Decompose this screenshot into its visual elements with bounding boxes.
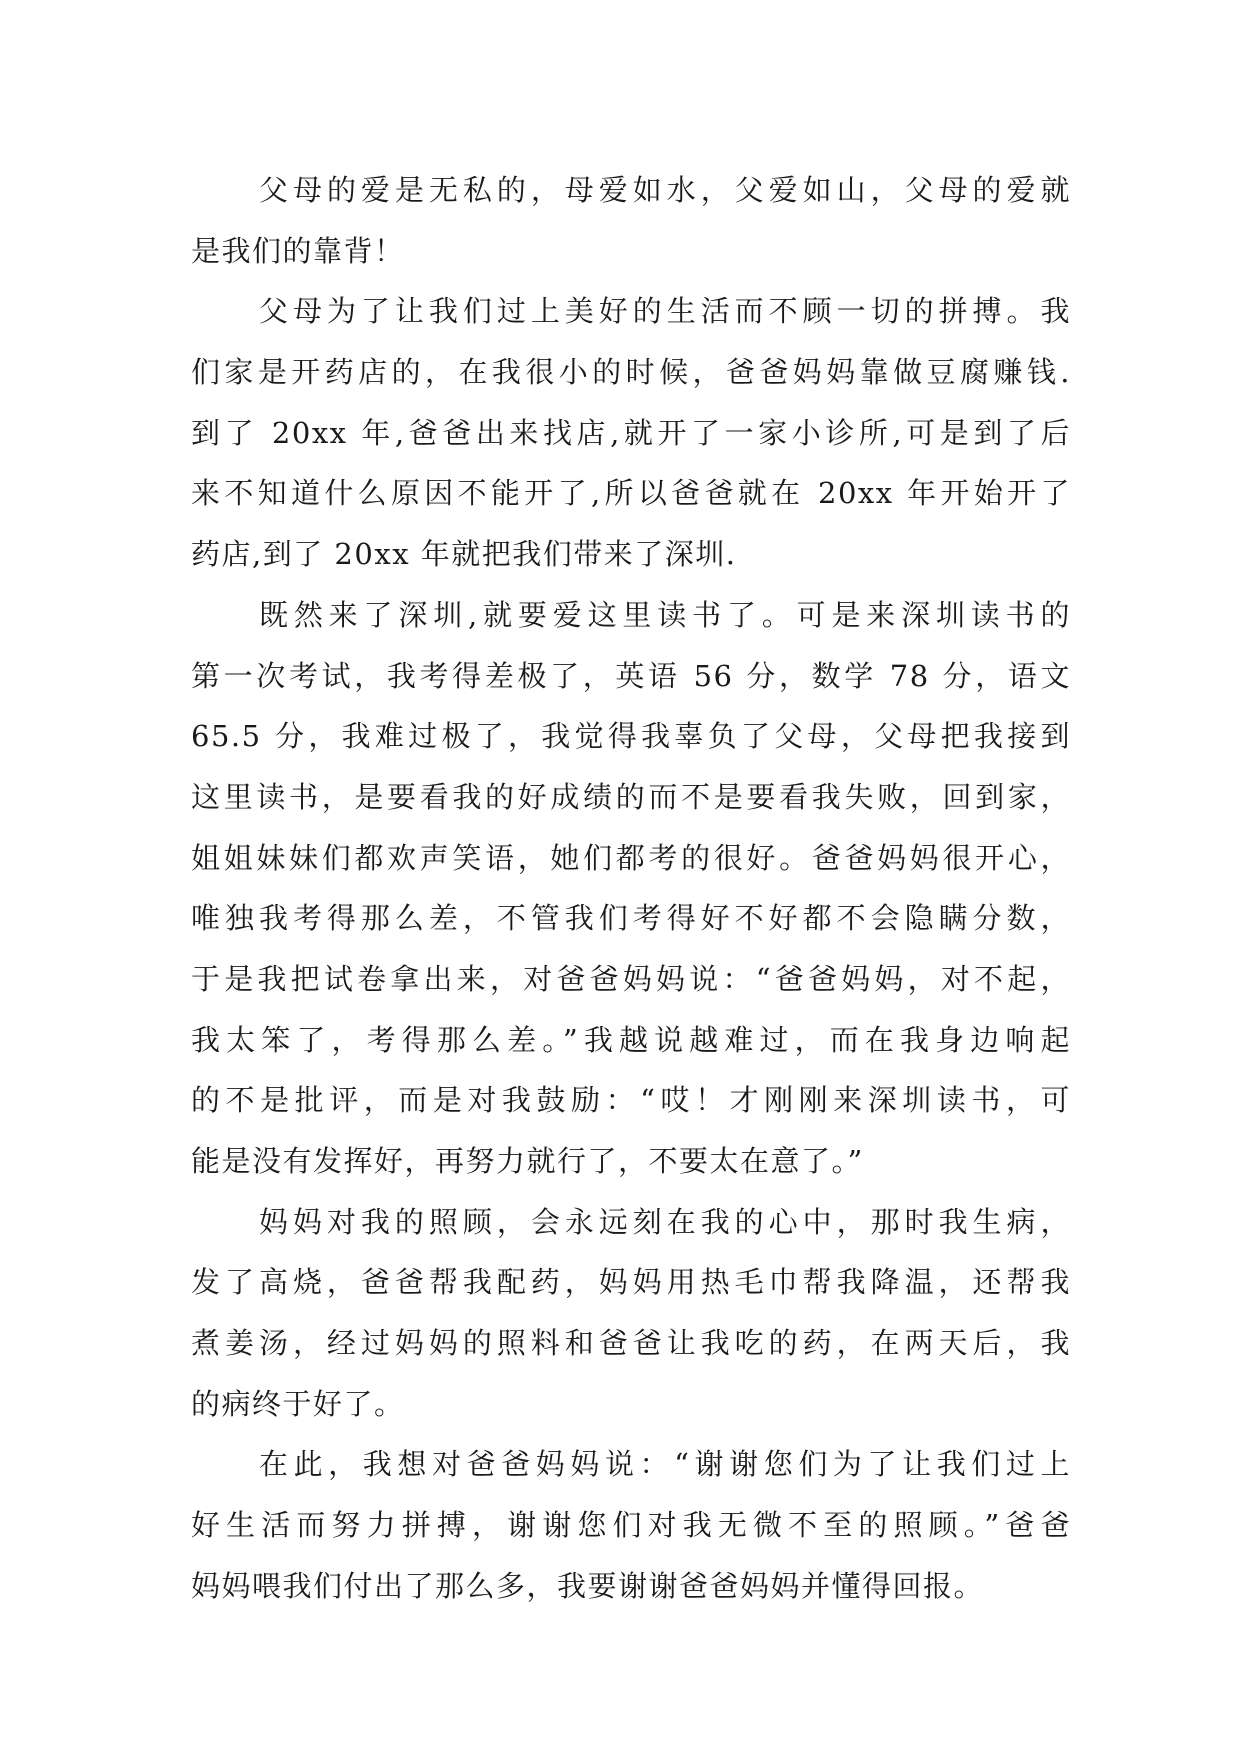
text-line: 唯独我考得那么差，不管我们考得好不好都不会隐瞒分数， bbox=[191, 901, 1071, 936]
text-line: 于是我把试卷拿出来，对爸爸妈妈说：“爸爸妈妈，对不起， bbox=[191, 961, 1071, 996]
text-line: 妈妈对我的照顾，会永远刻在我的心中，那时我生病， bbox=[259, 1204, 1071, 1239]
text-line: 既然来了深圳,就要爱这里读书了。可是来深圳读书的 bbox=[259, 597, 1071, 632]
text-line: 在此，我想对爸爸妈妈说：“谢谢您们为了让我们过上 bbox=[259, 1447, 1071, 1482]
text-line: 父母的爱是无私的，母爱如水，父爱如山，父母的爱就 bbox=[259, 173, 1071, 207]
text-line: 发了高烧，爸爸帮我配药，妈妈用热毛巾帮我降温，还帮我 bbox=[191, 1265, 1071, 1300]
text-line: 来不知道什么原因不能开了,所以爸爸就在 20xx 年开始开了 bbox=[191, 476, 1071, 511]
text-line: 煮姜汤，经过妈妈的照料和爸爸让我吃的药，在两天后，我 bbox=[191, 1326, 1071, 1361]
text-line: 到了 20xx 年,爸爸出来找店,就开了一家小诊所,可是到了后 bbox=[191, 415, 1071, 450]
document-body bbox=[191, 160, 1071, 1617]
text-line: 药店,到了 20xx 年就把我们带来了深圳. bbox=[191, 537, 737, 572]
text-line: 我太笨了，考得那么差。”我越说越难过，而在我身边响起 bbox=[191, 1022, 1071, 1057]
text-line: 姐姐妹妹们都欢声笑语，她们都考的很好。爸爸妈妈很开心， bbox=[191, 840, 1071, 875]
text-line: 妈妈喂我们付出了那么多，我要谢谢爸爸妈妈并懂得回报。 bbox=[191, 1568, 985, 1603]
text-line: 们家是开药店的，在我很小的时候，爸爸妈妈靠做豆腐赚钱. bbox=[191, 355, 1071, 390]
text-line: 好生活而努力拼搏，谢谢您们对我无微不至的照顾。”爸爸 bbox=[191, 1508, 1071, 1543]
text-line: 这里读书，是要看我的好成绩的而不是要看我失败，回到家， bbox=[191, 779, 1071, 814]
text-line: 65.5 分，我难过极了，我觉得我辜负了父母，父母把我接到 bbox=[191, 719, 1071, 754]
text-line: 能是没有发挥好，再努力就行了，不要太在意了。” bbox=[191, 1144, 864, 1178]
text-line: 的不是批评，而是对我鼓励：“哎！才刚刚来深圳读书，可 bbox=[191, 1083, 1071, 1118]
text-line: 是我们的靠背！ bbox=[191, 233, 405, 268]
text-line: 第一次考试，我考得差极了，英语 56 分，数学 78 分，语文 bbox=[191, 658, 1071, 693]
text-line: 的病终于好了。 bbox=[191, 1386, 405, 1421]
text-line: 父母为了让我们过上美好的生活而不顾一切的拼搏。我 bbox=[259, 294, 1071, 329]
